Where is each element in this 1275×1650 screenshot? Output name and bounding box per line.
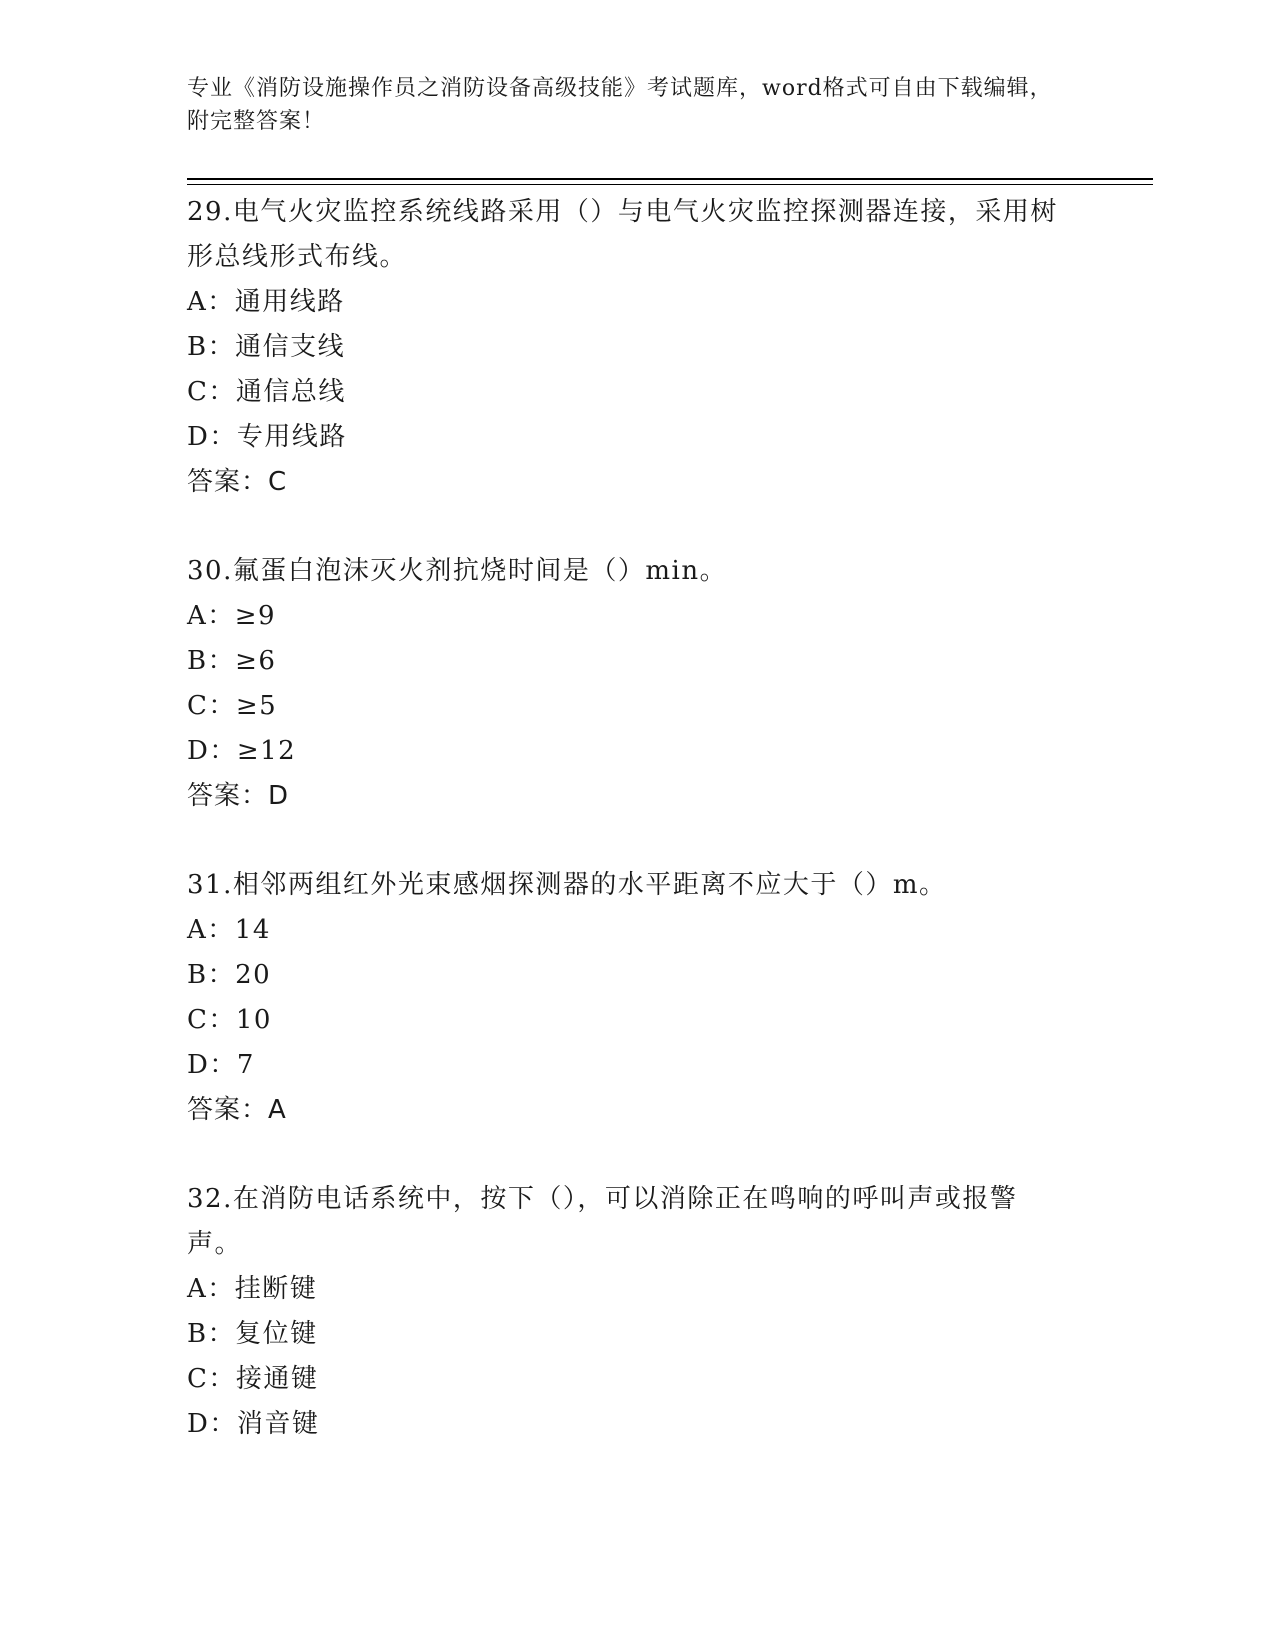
answer-line xyxy=(187,774,1067,819)
question-list xyxy=(187,190,1067,1491)
option-b: B：通信支线 xyxy=(187,332,346,362)
option-d: D：≥12 xyxy=(187,736,297,766)
question-30 xyxy=(187,549,1067,819)
question-stem: 29.电气火灾监控系统线路采用（）与电气火灾监控探测器连接，采用树形总线形式布线。 xyxy=(187,197,1058,272)
option-a: A：≥9 xyxy=(187,601,277,631)
question-32 xyxy=(187,1177,1067,1447)
option-a: A：挂断键 xyxy=(187,1274,318,1304)
answer-label: 答案： xyxy=(187,781,269,811)
header-divider-thin xyxy=(187,184,1153,185)
question-31 xyxy=(187,863,1067,1133)
option-a: A：14 xyxy=(187,915,271,945)
question-stem: 31.相邻两组红外光束感烟探测器的水平距离不应大于（）m。 xyxy=(187,870,947,900)
answer-value: A xyxy=(268,1095,287,1125)
option-d: D：专用线路 xyxy=(187,422,347,452)
option-c: C：10 xyxy=(187,1005,272,1035)
answer-value: C xyxy=(268,467,288,497)
option-b: B：≥6 xyxy=(187,646,277,676)
option-b: B：复位键 xyxy=(187,1319,318,1349)
header-divider-thick xyxy=(187,178,1153,180)
answer-label: 答案： xyxy=(187,467,269,497)
question-stem: 32.在消防电话系统中，按下（），可以消除正在鸣响的呼叫声或报警声。 xyxy=(187,1184,1018,1259)
answer-line xyxy=(187,1088,1067,1133)
question-29 xyxy=(187,190,1067,505)
option-a: A：通用线路 xyxy=(187,287,345,317)
answer-value: D xyxy=(268,781,290,811)
answer-label: 答案： xyxy=(187,1095,269,1125)
question-stem: 30.氟蛋白泡沫灭火剂抗烧时间是（）min。 xyxy=(187,556,728,586)
option-b: B：20 xyxy=(187,960,272,990)
option-c: C：通信总线 xyxy=(187,377,346,407)
option-d: D：7 xyxy=(187,1050,255,1080)
option-c: C：接通键 xyxy=(187,1364,319,1394)
option-d: D：消音键 xyxy=(187,1409,320,1439)
document-header: 专业《消防设施操作员之消防设备高级技能》考试题库，word格式可自由下载编辑，附完整答案！ xyxy=(187,76,1053,134)
answer-line xyxy=(187,460,1067,505)
option-c: C：≥5 xyxy=(187,691,278,721)
